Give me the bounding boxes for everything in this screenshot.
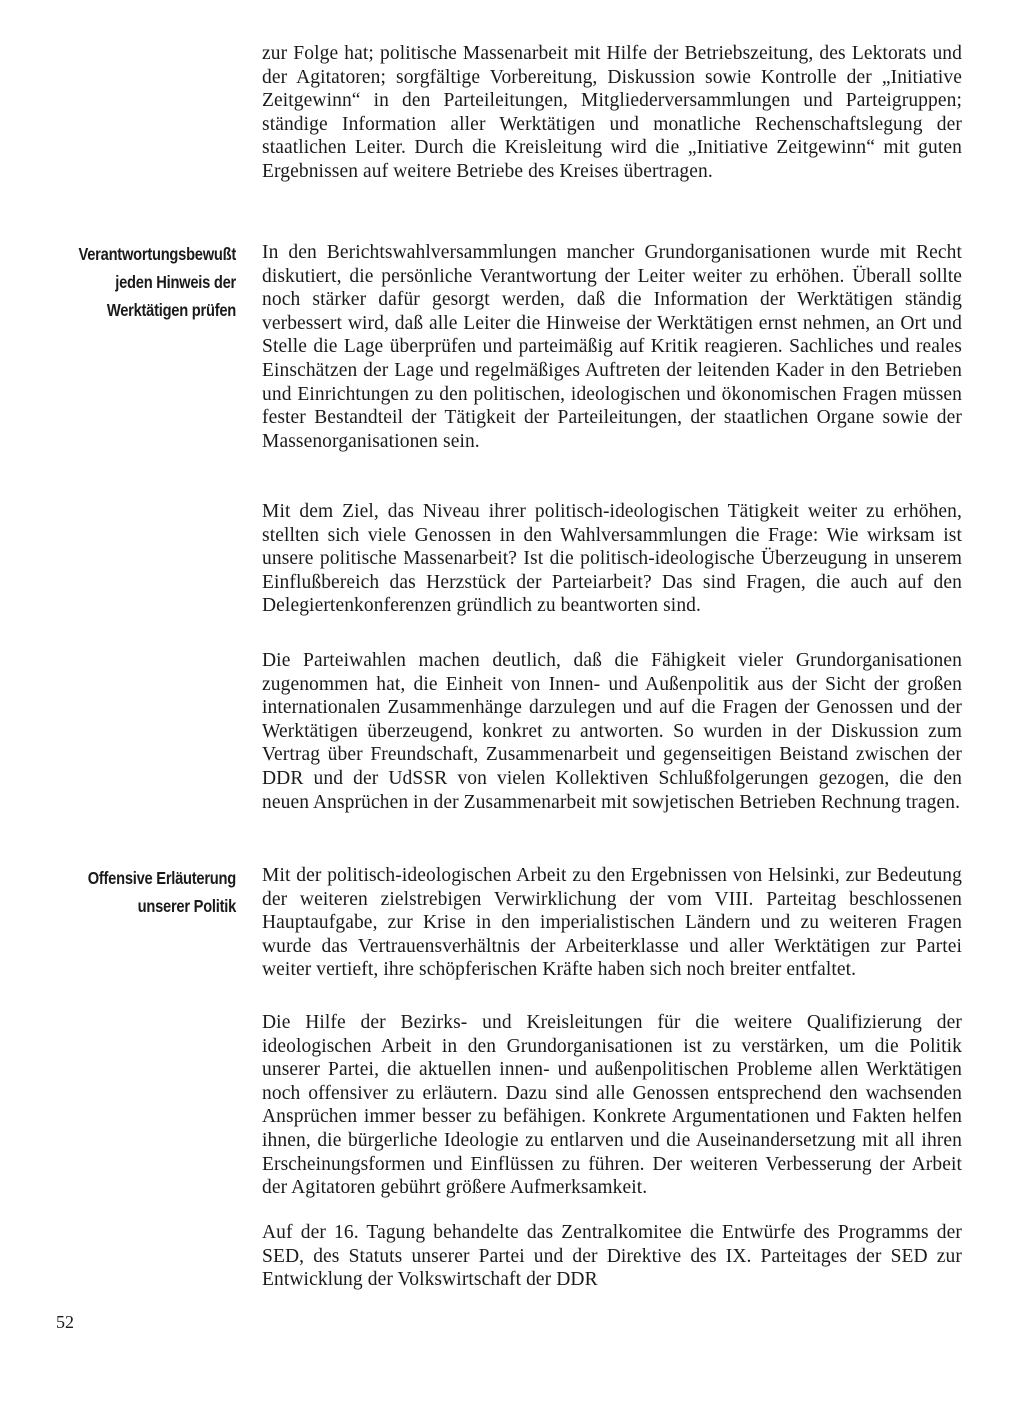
paragraph-text: Auf der 16. Tagung behandelte das Zentralkomitee die Entwürfe des Programms der SED, des Statuts unserer Partei und der Direktive des IX. Parteitages der SED zur Entwicklung der Volkswirtschaft der DDR: [262, 1222, 962, 1291]
paragraph-text: Die Parteiwahlen machen deutlich, daß die Fähigkeit vieler Grundorganisationen zugenommen hat, die Einheit von Innen- und Außenpolitik aus der Sicht der großen internationalen Zusammenhänge darzulegen und auf die Fragen der Genossen und der Werktätigen überzeugend, konkret zu antworten. So wurden in der Diskussion zum Vertrag über Freundschaft, Zusammenarbeit und gegenseitigen Beistand zwischen der DDR und der UdSSR von vielen Kollektiven Schlußfolgerungen gezogen, die den neuen Ansprüchen in der Zusammenarbeit mit sowjetischen Betrieben Rechnung tragen.: [262, 650, 962, 813]
paragraph-2: [262, 241, 962, 460]
paragraph-text: Die Hilfe der Bezirks- und Kreisleitungen für die weitere Qualifizierung der ideologischen Arbeit in den Grundorganisationen ist zu verstärken, um die Politik unserer Partei, die aktuellen innen- und außenpolitischen Probleme allen Werktätigen noch offensiver zu erläutern. Dazu sind alle Genossen entsprechend den wachsenden Ansprüchen immer besser zu befähigen. Konkrete Argumentationen und Fakten helfen ihnen, die bürgerliche Ideologie zu entlarven und die Auseinandersetzung mit all ihren Erscheinungsformen und Einflüssen zu führen. Der weiteren Verbesserung der Arbeit der Agitatoren gebührt größere Aufmerksamkeit.: [262, 1012, 962, 1199]
side-heading-line: Offensive Erläuterung: [87, 868, 236, 888]
paragraph-6: [262, 1011, 962, 1207]
paragraph-7: [262, 1221, 962, 1299]
side-heading-line: jeden Hinweis der: [115, 272, 236, 292]
side-heading-line: Verantwortungsbewußt: [78, 244, 236, 264]
paragraph-1: [262, 42, 962, 191]
paragraph-text: In den Berichtswahlversammlungen mancher Grundorganisationen wurde mit Recht diskutiert, die persönliche Verantwortung der Leiter weiter zu erhöhen. Überall sollte noch stärker dafür gesorgt werden, daß die Information der Werktätigen ständig verbessert wird, daß alle Leiter die Hinweise der Werktätigen ernst nehmen, an Ort und Stelle die Lage überprüfen und parteimäßig auf Kritik reagieren. Sachliches und reales Einschätzen der Lage und regelmäßiges Auftreten der leitenden Kader in den Betrieben und Einrichtungen zu den politischen, ideologischen und ökonomischen Fragen müssen fester Bestandteil der Tätigkeit der Parteileitungen, der staatlichen Organe sowie der Massenorganisationen sein.: [262, 242, 962, 452]
paragraph-text: Mit der politisch-ideologischen Arbeit zu den Ergebnissen von Helsinki, zur Bedeutung der weiteren zielstrebigen Verwirklichung der vom VIII. Parteitag beschlossenen Hauptaufgabe, zur Krise in den imperialistischen Ländern und zu weiteren Fragen wurde das Vertrauensverhältnis der Arbeiterklasse und aller Werktätigen zur Partei weiter vertieft, ihre schöpferischen Kräfte haben sich noch breiter entfaltet.: [262, 865, 962, 981]
paragraph-3: [262, 500, 962, 625]
side-heading-line: unserer Politik: [137, 896, 236, 916]
side-heading-line: Werktätigen prüfen: [106, 300, 236, 320]
side-heading-responsibility: [68, 240, 236, 324]
paragraph-text: zur Folge hat; politische Massenarbeit mit Hilfe der Betriebszeitung, des Lektorats und der Agitatoren; sorgfältige Vorbereitung, Diskussion sowie Kontrolle der „Initiative Zeitgewinn“ in den Parteileitungen, Mitgliederversammlungen und Parteigruppen; ständige Information aller Werktätigen und monatliche Rechenschaftslegung der staatlichen Leiter. Durch die Kreisleitung wird die „Initiative Zeitgewinn“ mit guten Ergebnissen auf weitere Betriebe des Kreises übertragen.: [262, 43, 962, 182]
paragraph-4: [262, 649, 962, 821]
paragraph-text: Mit dem Ziel, das Niveau ihrer politisch-ideologischen Tätigkeit weiter zu erhöhen, stellten sich viele Genossen in den Wahlversammlungen die Frage: Wie wirksam ist unsere politische Massenarbeit? Ist die politisch-ideologische Überzeugung in unserem Einflußbereich das Herzstück der Parteiarbeit? Das sind Fragen, die auch auf den Delegiertenkonferenzen gründlich zu beantworten sind.: [262, 501, 962, 617]
paragraph-5: [262, 864, 962, 989]
side-heading-offensive: [68, 864, 236, 920]
page-number: 52: [56, 1312, 74, 1332]
